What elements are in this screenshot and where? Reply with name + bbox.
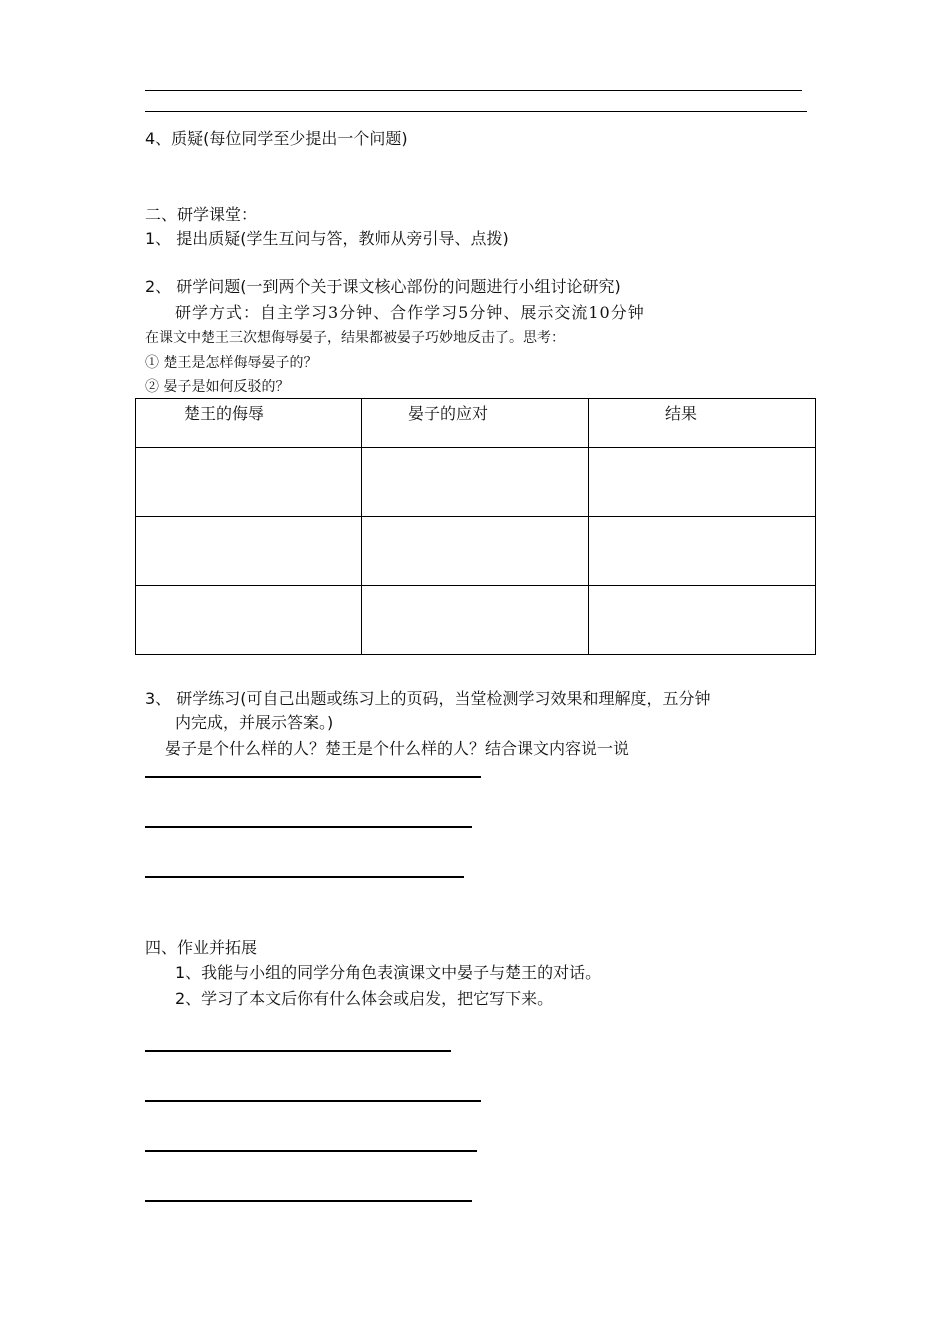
- table-row: [136, 586, 816, 655]
- table-header-row: [136, 399, 816, 448]
- table-row: [136, 448, 816, 517]
- answer-line: [145, 1200, 472, 1202]
- answer-line: [145, 776, 481, 778]
- answer-line: [145, 90, 802, 91]
- practice-prompt: 晏子是个什么样的人？楚王是个什么样的人？结合课文内容说一说: [165, 739, 630, 758]
- table-cell[interactable]: [362, 517, 589, 586]
- table-cell[interactable]: [136, 586, 362, 655]
- section-2-item-2: 2、 研学问题(一到两个关于课文核心部份的问题进行小组讨论研究): [145, 277, 621, 296]
- table-cell[interactable]: [589, 517, 816, 586]
- answer-line: [145, 826, 472, 828]
- text-intro: 在课文中楚王三次想侮辱晏子，结果都被晏子巧妙地反击了。思考：: [145, 330, 565, 346]
- section-2-item-1: 1、 提出质疑(学生互问与答，教师从旁引导、点拨): [145, 229, 509, 248]
- question-2: ② 晏子是如何反驳的？: [145, 379, 290, 395]
- section-4-title: 四、作业并拓展: [145, 938, 258, 957]
- study-method: 研学方式：自主学习3分钟、合作学习5分钟、展示交流10分钟: [175, 303, 645, 322]
- table-cell[interactable]: [136, 448, 362, 517]
- table-cell[interactable]: [589, 448, 816, 517]
- table-header-cell: 结果: [589, 399, 816, 448]
- table-cell[interactable]: [589, 586, 816, 655]
- question-4: 4、质疑(每位同学至少提出一个问题): [145, 129, 408, 148]
- table-row: [136, 517, 816, 586]
- section-4-item-1: 1、我能与小组的同学分角色表演课文中晏子与楚王的对话。: [175, 963, 602, 982]
- table-header-cell: 晏子的应对: [362, 399, 589, 448]
- analysis-table: [135, 398, 816, 655]
- answer-line: [145, 1050, 451, 1052]
- table-cell[interactable]: [362, 586, 589, 655]
- table-header-cell: 楚王的侮辱: [136, 399, 362, 448]
- section-2-title: 二、研学课堂：: [145, 205, 258, 224]
- section-3-item-3-line-2: 内完成，并展示答案。): [175, 713, 334, 732]
- section-3-item-3-line-1: 3、 研学练习(可自己出题或练习上的页码，当堂检测学习效果和理解度，五分钟: [145, 689, 711, 708]
- table-cell[interactable]: [136, 517, 362, 586]
- answer-line: [145, 876, 464, 878]
- question-1: ① 楚王是怎样侮辱晏子的？: [145, 355, 318, 371]
- table-cell[interactable]: [362, 448, 589, 517]
- answer-line: [145, 1100, 481, 1102]
- section-4-item-2: 2、学习了本文后你有什么体会或启发，把它写下来。: [175, 989, 554, 1008]
- answer-line: [145, 111, 807, 112]
- answer-line: [145, 1150, 477, 1152]
